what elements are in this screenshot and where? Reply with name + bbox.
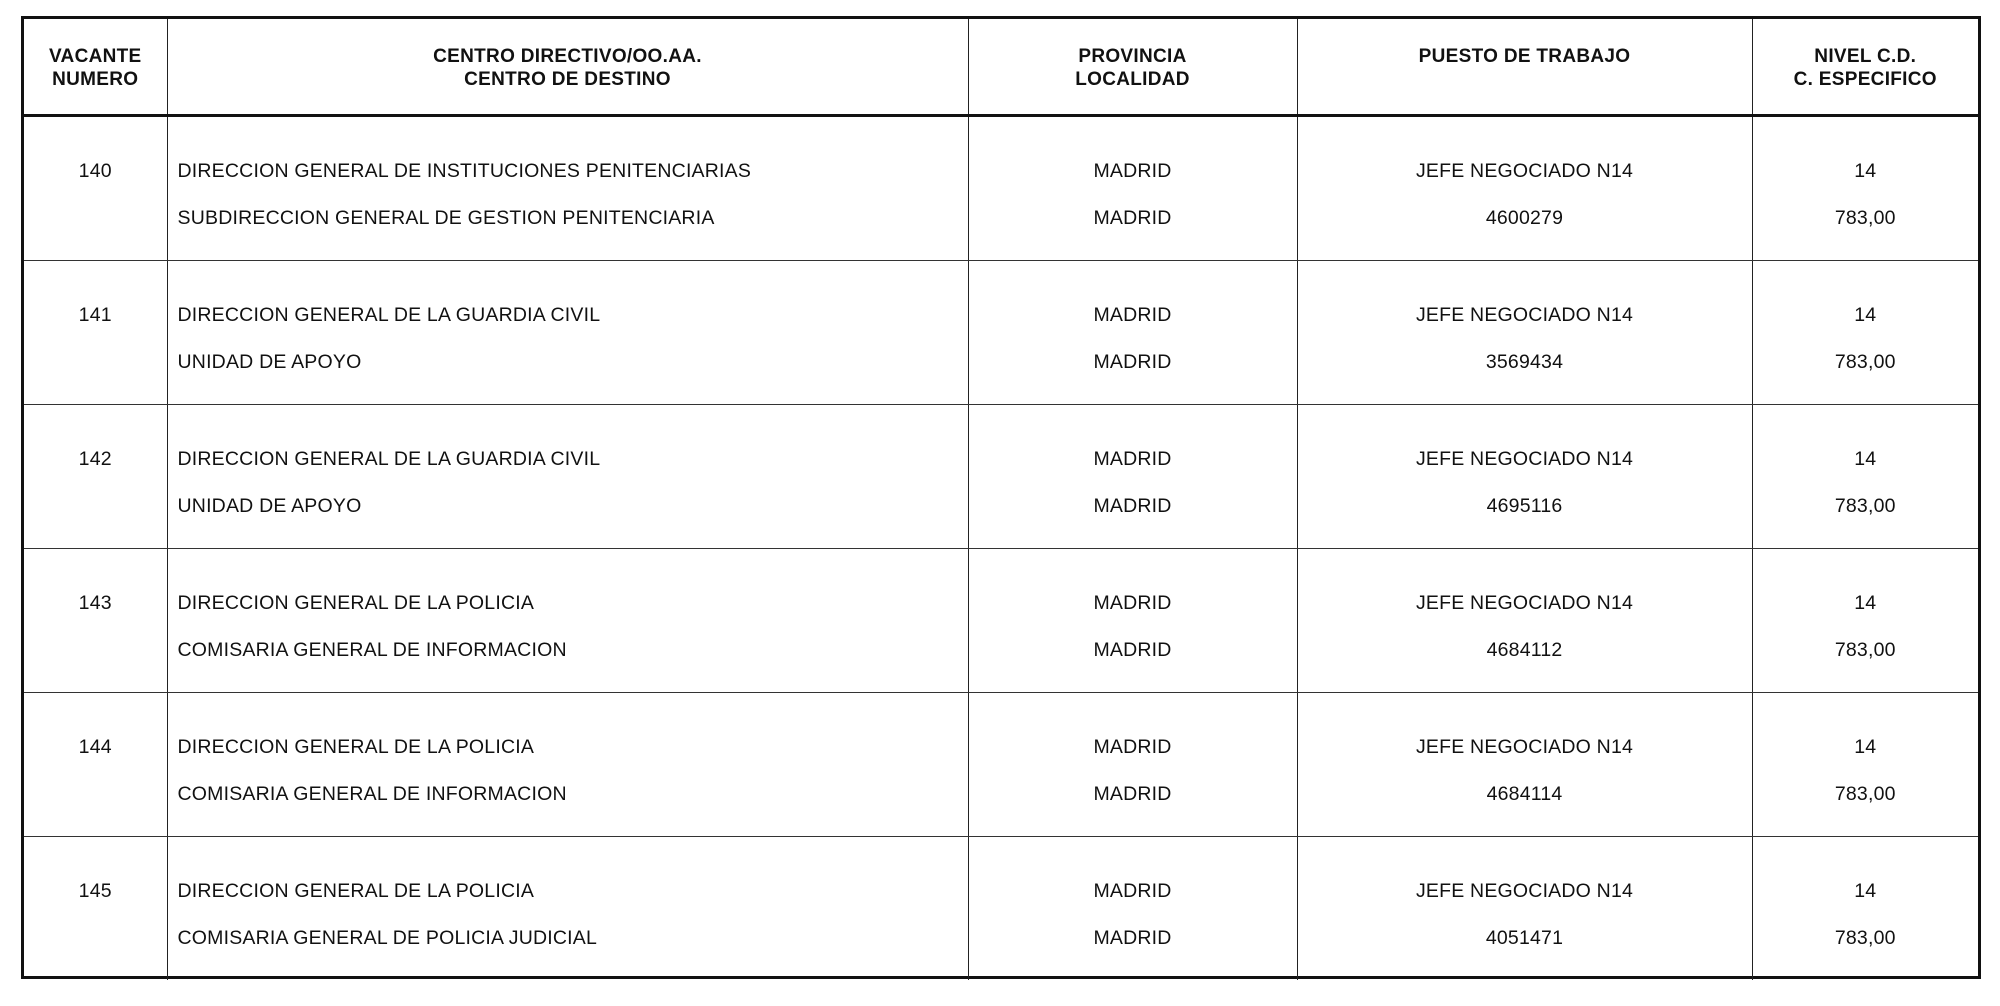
header-provincia-line-2: LOCALIDAD — [1075, 69, 1190, 90]
header-puesto-line-1: PUESTO DE TRABAJO — [1418, 46, 1631, 67]
localidad: MADRID — [1093, 350, 1172, 373]
header-nivel-especifico — [1752, 19, 1978, 115]
cell-nivel-especifico — [1752, 260, 1978, 404]
puesto-trabajo: JEFE NEGOCIADO N14 — [1415, 159, 1634, 182]
cell-centro — [167, 548, 968, 692]
cell-provincia-localidad — [968, 260, 1297, 404]
table-header — [24, 19, 1978, 115]
centro-destino: UNIDAD DE APOYO — [177, 494, 362, 517]
header-vacante-numero — [24, 19, 167, 115]
nivel-cd: 14 — [1854, 447, 1877, 470]
puesto-trabajo: JEFE NEGOCIADO N14 — [1415, 303, 1634, 326]
header-row — [24, 19, 1978, 115]
provincia: MADRID — [1093, 735, 1172, 758]
header-centro-line-1: CENTRO DIRECTIVO/OO.AA. — [433, 46, 702, 67]
cell-nivel-especifico — [1752, 836, 1978, 980]
cell-nivel-especifico — [1752, 115, 1978, 260]
vacante-numero: 145 — [78, 879, 112, 902]
table-row — [24, 260, 1978, 404]
table-row — [24, 692, 1978, 836]
complemento-especifico: 783,00 — [1834, 206, 1896, 229]
cell-centro — [167, 836, 968, 980]
centro-directivo: DIRECCION GENERAL DE LA GUARDIA CIVIL — [177, 303, 601, 326]
puesto-trabajo: JEFE NEGOCIADO N14 — [1415, 591, 1634, 614]
cell-nivel-especifico — [1752, 692, 1978, 836]
cell-centro — [167, 260, 968, 404]
cell-vacante-numero — [24, 548, 167, 692]
puesto-codigo: 4684112 — [1486, 638, 1563, 661]
cell-centro — [167, 115, 968, 260]
vacancies-table — [24, 19, 1978, 980]
localidad: MADRID — [1093, 926, 1172, 949]
vacante-numero: 142 — [78, 447, 112, 470]
cell-provincia-localidad — [968, 404, 1297, 548]
puesto-codigo: 4684114 — [1486, 782, 1563, 805]
cell-nivel-especifico — [1752, 548, 1978, 692]
complemento-especifico: 783,00 — [1834, 494, 1896, 517]
puesto-trabajo: JEFE NEGOCIADO N14 — [1415, 879, 1634, 902]
table-row — [24, 548, 1978, 692]
cell-provincia-localidad — [968, 115, 1297, 260]
header-nivel-line-1: NIVEL C.D. — [1814, 46, 1917, 67]
nivel-cd: 14 — [1854, 735, 1877, 758]
cell-puesto-trabajo — [1297, 692, 1752, 836]
table-row — [24, 836, 1978, 980]
cell-vacante-numero — [24, 404, 167, 548]
vacante-numero: 140 — [78, 159, 112, 182]
cell-centro — [167, 404, 968, 548]
complemento-especifico: 783,00 — [1834, 350, 1896, 373]
header-provincia-localidad — [968, 19, 1297, 115]
complemento-especifico: 783,00 — [1834, 782, 1896, 805]
centro-destino: SUBDIRECCION GENERAL DE GESTION PENITENCIARIA — [177, 206, 715, 229]
header-vacante-line-1: VACANTE — [48, 46, 142, 67]
centro-destino: COMISARIA GENERAL DE INFORMACION — [177, 782, 567, 805]
nivel-cd: 14 — [1854, 159, 1877, 182]
cell-provincia-localidad — [968, 548, 1297, 692]
cell-puesto-trabajo — [1297, 836, 1752, 980]
centro-directivo: DIRECCION GENERAL DE LA POLICIA — [177, 879, 535, 902]
nivel-cd: 14 — [1854, 879, 1877, 902]
nivel-cd: 14 — [1854, 303, 1877, 326]
provincia: MADRID — [1093, 879, 1172, 902]
centro-destino: COMISARIA GENERAL DE POLICIA JUDICIAL — [177, 926, 598, 949]
vacante-numero: 143 — [78, 591, 112, 614]
header-puesto-trabajo — [1297, 19, 1752, 115]
cell-puesto-trabajo — [1297, 260, 1752, 404]
table-body — [24, 115, 1978, 980]
provincia: MADRID — [1093, 159, 1172, 182]
cell-puesto-trabajo — [1297, 404, 1752, 548]
puesto-trabajo: JEFE NEGOCIADO N14 — [1415, 735, 1634, 758]
nivel-cd: 14 — [1854, 591, 1877, 614]
cell-puesto-trabajo — [1297, 548, 1752, 692]
header-vacante-line-2: NUMERO — [52, 69, 139, 90]
complemento-especifico: 783,00 — [1834, 638, 1896, 661]
cell-vacante-numero — [24, 260, 167, 404]
provincia: MADRID — [1093, 591, 1172, 614]
cell-puesto-trabajo — [1297, 115, 1752, 260]
table-row — [24, 404, 1978, 548]
centro-destino: COMISARIA GENERAL DE INFORMACION — [177, 638, 567, 661]
vacante-numero: 141 — [78, 303, 112, 326]
table-row — [24, 115, 1978, 260]
localidad: MADRID — [1093, 206, 1172, 229]
cell-centro — [167, 692, 968, 836]
localidad: MADRID — [1093, 638, 1172, 661]
cell-vacante-numero — [24, 692, 167, 836]
centro-directivo: DIRECCION GENERAL DE INSTITUCIONES PENITENCIARIAS — [177, 159, 752, 182]
header-centro-directivo — [167, 19, 968, 115]
centro-directivo: DIRECCION GENERAL DE LA GUARDIA CIVIL — [177, 447, 601, 470]
provincia: MADRID — [1093, 303, 1172, 326]
cell-nivel-especifico — [1752, 404, 1978, 548]
header-provincia-line-1: PROVINCIA — [1078, 46, 1187, 67]
puesto-codigo: 4695116 — [1486, 494, 1563, 517]
centro-destino: UNIDAD DE APOYO — [177, 350, 362, 373]
puesto-codigo: 4600279 — [1485, 206, 1564, 229]
centro-directivo: DIRECCION GENERAL DE LA POLICIA — [177, 591, 535, 614]
header-centro-line-2: CENTRO DE DESTINO — [464, 69, 671, 90]
cell-vacante-numero — [24, 836, 167, 980]
cell-provincia-localidad — [968, 836, 1297, 980]
complemento-especifico: 783,00 — [1834, 926, 1896, 949]
localidad: MADRID — [1093, 494, 1172, 517]
puesto-codigo: 4051471 — [1485, 926, 1564, 949]
provincia: MADRID — [1093, 447, 1172, 470]
localidad: MADRID — [1093, 782, 1172, 805]
centro-directivo: DIRECCION GENERAL DE LA POLICIA — [177, 735, 535, 758]
header-nivel-line-2: C. ESPECIFICO — [1793, 69, 1937, 90]
cell-provincia-localidad — [968, 692, 1297, 836]
puesto-codigo: 3569434 — [1485, 350, 1564, 373]
vacante-numero: 144 — [78, 735, 112, 758]
puesto-trabajo: JEFE NEGOCIADO N14 — [1415, 447, 1634, 470]
cell-vacante-numero — [24, 115, 167, 260]
vacancies-document — [21, 16, 1981, 979]
